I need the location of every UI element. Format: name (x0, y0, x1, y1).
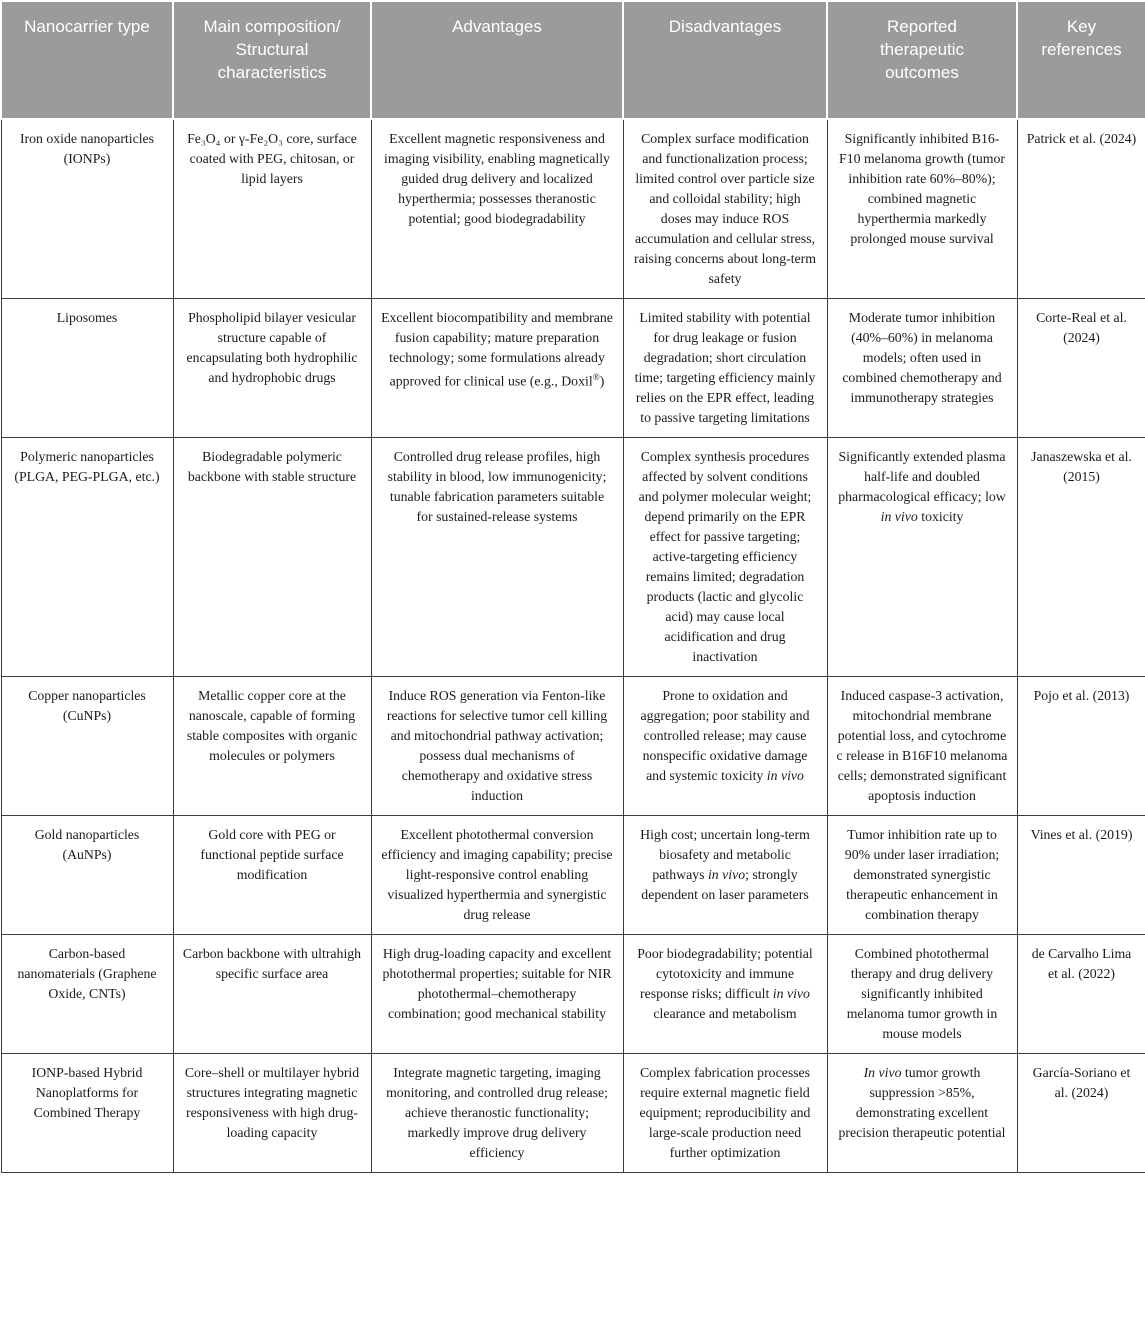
table-cell: Metallic copper core at the nanoscale, capable of forming stable composites with organic molecules or polymers (173, 677, 371, 816)
table-cell: Combined photothermal therapy and drug delivery significantly inhibited melanoma tumor growth in mouse models (827, 935, 1017, 1054)
table-cell: IONP-based Hybrid Nanoplatforms for Combined Therapy (1, 1054, 173, 1173)
table-cell: Gold nanoparticles (AuNPs) (1, 816, 173, 935)
column-header-5: Reported therapeutic outcomes (827, 1, 1017, 119)
column-header-3: Advantages (371, 1, 623, 119)
table-cell: Fe₃O₄ or γ-Fe₂O₃ core, surface coated with PEG, chitosan, or lipid layers (173, 119, 371, 299)
table-cell: Limited stability with potential for drug leakage or fusion degradation; short circulation time; targeting efficiency mainly relies on the EPR effect, leading to passive targeting limitations (623, 299, 827, 438)
table-cell: Gold core with PEG or functional peptide surface modification (173, 816, 371, 935)
table-cell: Prone to oxidation and aggregation; poor stability and controlled release; may cause nonspecific oxidative damage and systemic toxicity in vivo (623, 677, 827, 816)
table-cell: Patrick et al. (2024) (1017, 119, 1145, 299)
table-cell: Iron oxide nanoparticles (IONPs) (1, 119, 173, 299)
table-cell: Excellent magnetic responsiveness and imaging visibility, enabling magnetically guided drug delivery and localized hyperthermia; possesses theranostic potential; good biodegradability (371, 119, 623, 299)
table-body (1, 119, 1145, 1173)
table-row (1, 119, 1145, 299)
table-cell: Polymeric nanoparticles (PLGA, PEG-PLGA, etc.) (1, 438, 173, 677)
table-cell: Biodegradable polymeric backbone with stable structure (173, 438, 371, 677)
table-cell: Vines et al. (2019) (1017, 816, 1145, 935)
table-cell: Excellent photothermal conversion efficiency and imaging capability; precise light-responsive control enabling visualized hyperthermia and synergistic drug release (371, 816, 623, 935)
table-row (1, 1054, 1145, 1173)
table-cell: Complex surface modification and functionalization process; limited control over particle size and colloidal stability; high doses may induce ROS accumulation and cellular stress, raising concerns about long-term safety (623, 119, 827, 299)
table-cell: Pojo et al. (2013) (1017, 677, 1145, 816)
table-cell: Significantly inhibited B16-F10 melanoma growth (tumor inhibition rate 60%–80%); combined magnetic hyperthermia markedly prolonged mouse survival (827, 119, 1017, 299)
table-cell: Induced caspase-3 activation, mitochondrial membrane potential loss, and cytochrome c release in B16F10 melanoma cells; demonstrated significant apoptosis induction (827, 677, 1017, 816)
table-cell: García-Soriano et al. (2024) (1017, 1054, 1145, 1173)
table-cell: Excellent biocompatibility and membrane fusion capability; mature preparation technology; some formulations already approved for clinical use (e.g., Doxil®) (371, 299, 623, 438)
table-cell: Complex synthesis procedures affected by solvent conditions and polymer molecular weight; depend primarily on the EPR effect for passive targeting; active-targeting efficiency remains limited; degradation products (lactic and glycolic acid) may cause local acidification and drug inactivation (623, 438, 827, 677)
table-cell: Corte-Real et al. (2024) (1017, 299, 1145, 438)
table-cell: Integrate magnetic targeting, imaging monitoring, and controlled drug release; achieve theranostic functionality; markedly improve drug delivery efficiency (371, 1054, 623, 1173)
table-cell: Complex fabrication processes require external magnetic field equipment; reproducibility and large-scale production need further optimization (623, 1054, 827, 1173)
table-cell: Moderate tumor inhibition (40%–60%) in melanoma models; often used in combined chemotherapy and immunotherapy strategies (827, 299, 1017, 438)
table-cell: Phospholipid bilayer vesicular structure capable of encapsulating both hydrophilic and hydrophobic drugs (173, 299, 371, 438)
table-row (1, 935, 1145, 1054)
header-row (1, 1, 1145, 119)
table-row (1, 438, 1145, 677)
table-cell: Carbon backbone with ultrahigh specific surface area (173, 935, 371, 1054)
table-cell: Core–shell or multilayer hybrid structures integrating magnetic responsiveness with high drug-loading capacity (173, 1054, 371, 1173)
table-row (1, 677, 1145, 816)
table-cell: In vivo tumor growth suppression >85%, demonstrating excellent precision therapeutic potential (827, 1054, 1017, 1173)
column-header-6: Key references (1017, 1, 1145, 119)
column-header-4: Disadvantages (623, 1, 827, 119)
column-header-1: Nanocarrier type (1, 1, 173, 119)
table-row (1, 816, 1145, 935)
table-cell: Controlled drug release profiles, high stability in blood, low immunogenicity; tunable fabrication parameters suitable for sustained-release systems (371, 438, 623, 677)
table-cell: Janaszewska et al. (2015) (1017, 438, 1145, 677)
table-cell: Liposomes (1, 299, 173, 438)
table-cell: High cost; uncertain long-term biosafety and metabolic pathways in vivo; strongly dependent on laser parameters (623, 816, 827, 935)
table-cell: Significantly extended plasma half-life and doubled pharmacological efficacy; low in vivo toxicity (827, 438, 1017, 677)
table-row (1, 299, 1145, 438)
table-cell: High drug-loading capacity and excellent photothermal properties; suitable for NIR photothermal–chemotherapy combination; good mechanical stability (371, 935, 623, 1054)
table-cell: Carbon-based nanomaterials (Graphene Oxide, CNTs) (1, 935, 173, 1054)
table-cell: de Carvalho Lima et al. (2022) (1017, 935, 1145, 1054)
table-cell: Copper nanoparticles (CuNPs) (1, 677, 173, 816)
table-cell: Poor biodegradability; potential cytotoxicity and immune response risks; difficult in vivo clearance and metabolism (623, 935, 827, 1054)
table-cell: Induce ROS generation via Fenton-like reactions for selective tumor cell killing and mitochondrial pathway activation; possess dual mechanisms of chemotherapy and oxidative stress induction (371, 677, 623, 816)
column-header-2: Main composition/ Structural characteristics (173, 1, 371, 119)
table-cell: Tumor inhibition rate up to 90% under laser irradiation; demonstrated synergistic therapeutic enhancement in combination therapy (827, 816, 1017, 935)
table-header (1, 1, 1145, 119)
